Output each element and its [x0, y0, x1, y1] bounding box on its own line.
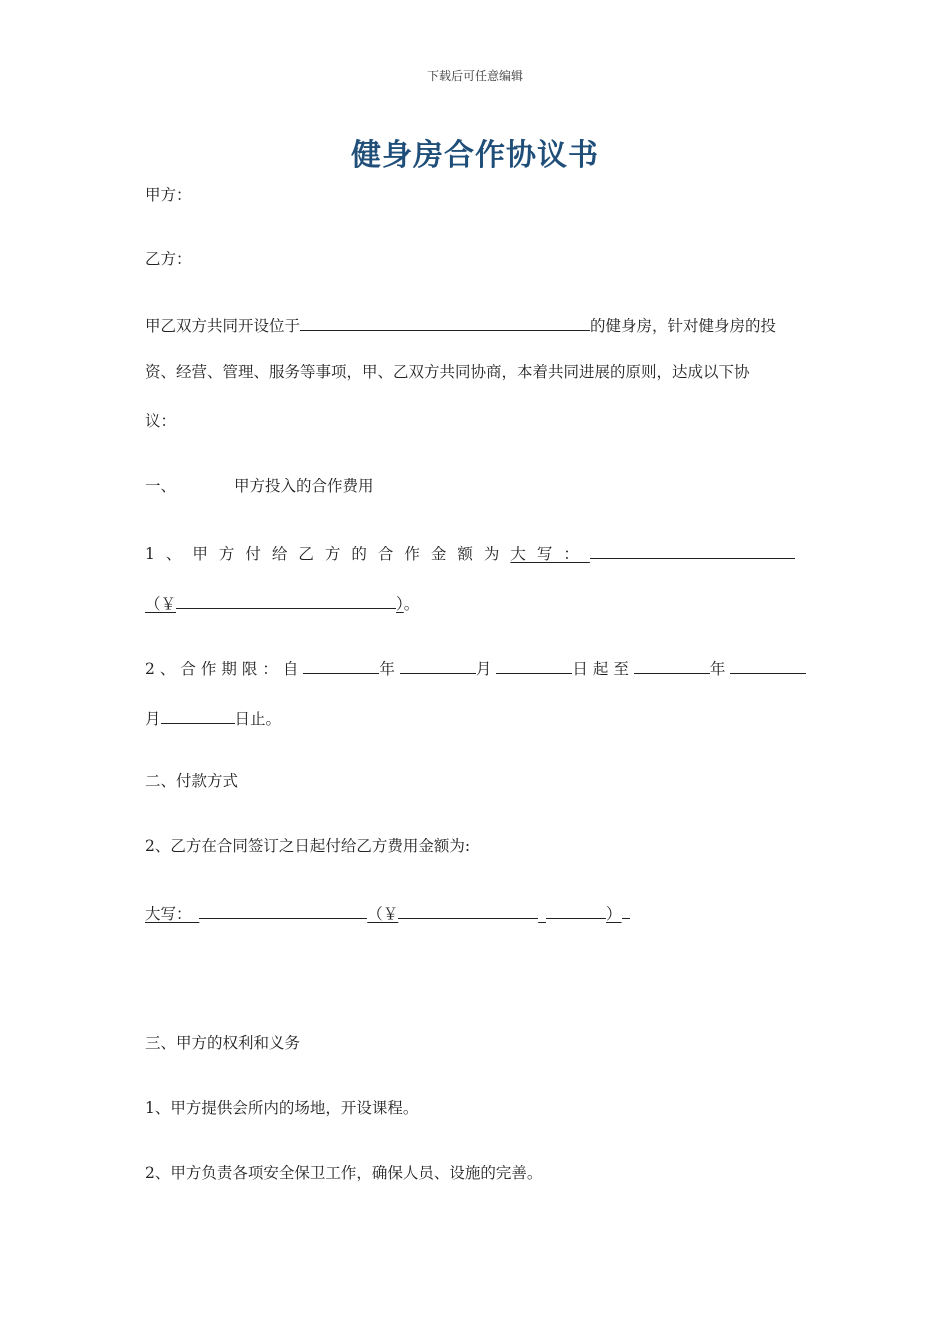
section1-item1-line2 [145, 590, 419, 615]
start-year-blank [303, 655, 379, 674]
section2-tail-line [622, 900, 630, 919]
section2-number-blank [398, 900, 538, 919]
section3-item2: 2、甲方负责各项安全保卫工作，确保人员、设施的完善。 [145, 1164, 543, 1182]
yen-close: ） [396, 595, 404, 613]
section2-underscore-2: _ [538, 905, 547, 923]
location-blank [300, 312, 590, 331]
section2-yen-close: ） [606, 905, 622, 923]
start-month-blank [400, 655, 476, 674]
section1-item2-line2 [145, 705, 281, 730]
year-label-2: 年 [709, 660, 731, 678]
section1-item1-line1 [145, 540, 795, 565]
section2-heading: 二、付款方式 [145, 772, 239, 790]
section1-item1-daxie: 大写： [510, 545, 590, 563]
section2-yen-open: （￥ [367, 905, 399, 923]
period-prefix: 2、合作期限：自 [145, 660, 304, 678]
intro-line-1 [145, 312, 776, 337]
day-from-label: 日起至 [572, 660, 634, 678]
section2-amount-line [145, 900, 630, 925]
section2-underscore: _ [191, 905, 200, 923]
amount-words-blank [590, 540, 795, 559]
section1-heading [145, 475, 374, 497]
year-label: 年 [379, 660, 400, 678]
intro-line-3: 议： [145, 412, 177, 430]
section1-item2-line1 [145, 655, 806, 680]
section1-heading-text: 甲方投入的合作费用 [234, 477, 374, 495]
day-end-label: 日止。 [234, 710, 282, 728]
section1-item1-prefix: 1、甲方付给乙方的合作金额为 [145, 545, 511, 563]
month-label: 月 [475, 660, 497, 678]
section2-item2: 2、乙方在合同签订之日起付给乙方费用金额为: [145, 837, 471, 855]
section3-item1: 1、甲方提供会所内的场地，开设课程。 [145, 1099, 419, 1117]
header-note: 下载后可任意编辑 [426, 69, 523, 83]
intro-line-2: 资、经营、管理、服务等事项，甲、乙双方共同协商，本着共同进展的原则，达成以下协 [145, 363, 750, 381]
start-day-blank [496, 655, 572, 674]
section2-daxie: 大写： [145, 905, 192, 923]
item1-end: 。 [403, 595, 420, 613]
end-day-blank [161, 705, 235, 724]
intro-suffix: 的健身房，针对健身房的投 [590, 317, 777, 335]
end-month-blank [730, 655, 806, 674]
section2-number-blank-2 [546, 900, 606, 919]
month-label-2: 月 [145, 710, 161, 728]
amount-number-blank [176, 590, 396, 609]
section3-heading: 三、甲方的权利和义务 [145, 1034, 301, 1052]
end-year-blank [634, 655, 710, 674]
document-title: 健身房合作协议书 [351, 138, 599, 173]
section2-words-blank [199, 900, 367, 919]
party-a-label: 甲方： [145, 186, 192, 204]
intro-prefix: 甲乙双方共同开设位于 [145, 317, 301, 335]
party-b-label: 乙方： [145, 250, 192, 268]
yen-open: （￥ [145, 595, 177, 613]
section1-heading-num: 一、 [145, 477, 177, 495]
